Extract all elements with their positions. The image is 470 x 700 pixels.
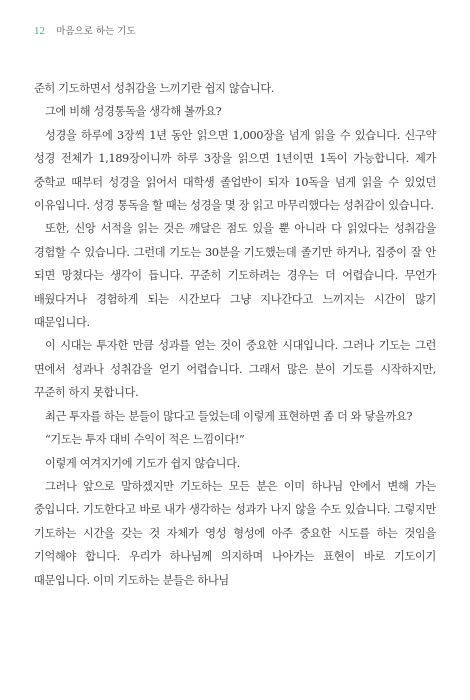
paragraph-3: 성경을 하루에 3장씩 1년 동안 읽으면 1,000장을 넘게 읽을 수 있습니다. 신구약 성경 전체가 1,189장이니까 하루 3장을 읽으면 1년이면 1독이 가능합니다. 제가 중학교 때부터 성경을 읽어서 대학생 졸업반이 되자 10독을 넘게 읽을 수 있었던 이유입니다. 성경 통독을 할 때는 성경을 몇 장 읽고 마무리했다는 성취감이 있습니다. bbox=[34, 128, 436, 213]
paragraph-1: 준히 기도하면서 성취감을 느끼기란 쉽지 않습니다. bbox=[34, 82, 275, 95]
paragraph-5: 이 시대는 투자한 만큼 성과를 얻는 것이 중요한 시대입니다. 그러나 기도는 그런 면에서 성과나 성취감을 얻기 어렵습니다. 그래서 많은 분이 기도를 시작하지만, 꾸준히 하지 못합니다. bbox=[34, 339, 436, 400]
paragraph-8: 이렇게 여겨지기에 기도가 쉽지 않습니다. bbox=[45, 456, 240, 470]
body-text bbox=[34, 77, 436, 592]
paragraph-6: 최근 투자를 하는 분들이 많다고 들었는데 이렇게 표현하면 좀 더 와 닿을까요? bbox=[45, 409, 413, 423]
paragraph-2: 그에 비해 성경통독을 생각해 볼까요? bbox=[45, 105, 222, 119]
page-number: 12 bbox=[34, 25, 45, 37]
paragraph-9: 그러나 앞으로 말하겠지만 기도하는 모든 분은 이미 하나님 안에서 변해 가는 중입니다. 기도한다고 바로 내가 생각하는 성과가 나지 않을 수도 있습니다. 그렇지만 기도하는 시간을 갖는 것 자체가 영성 형성에 아주 중요한 시도를 하는 것임을 기억해야 합니다. 우리가 하나님께 의지하며 나아가는 표현이 바로 기도이기 때문입니다. 이미 기도하는 분들은 하나님 bbox=[34, 479, 436, 587]
running-title: 마음으로 하는 기도 bbox=[56, 26, 136, 37]
page-header bbox=[34, 25, 136, 38]
paragraph-4: 또한, 신앙 서적을 읽는 것은 깨달은 점도 있을 뿐 아니라 다 읽었다는 성취감을 경험할 수 있습니다. 그런데 기도는 30분을 기도했는데 졸기만 하거나, 집중이 잘 안 되면 망쳤다는 생각이 듭니다. 꾸준히 기도하려는 경우는 더 어렵습니다. 무언가 배웠다거나 경험하게 되는 시간보다 그냥 지나간다고 느끼지는 시간이 많기 때문입니다. bbox=[34, 222, 436, 330]
quote-paragraph: “기도는 투자 대비 수익이 적은 느낌이다!” bbox=[45, 433, 245, 447]
